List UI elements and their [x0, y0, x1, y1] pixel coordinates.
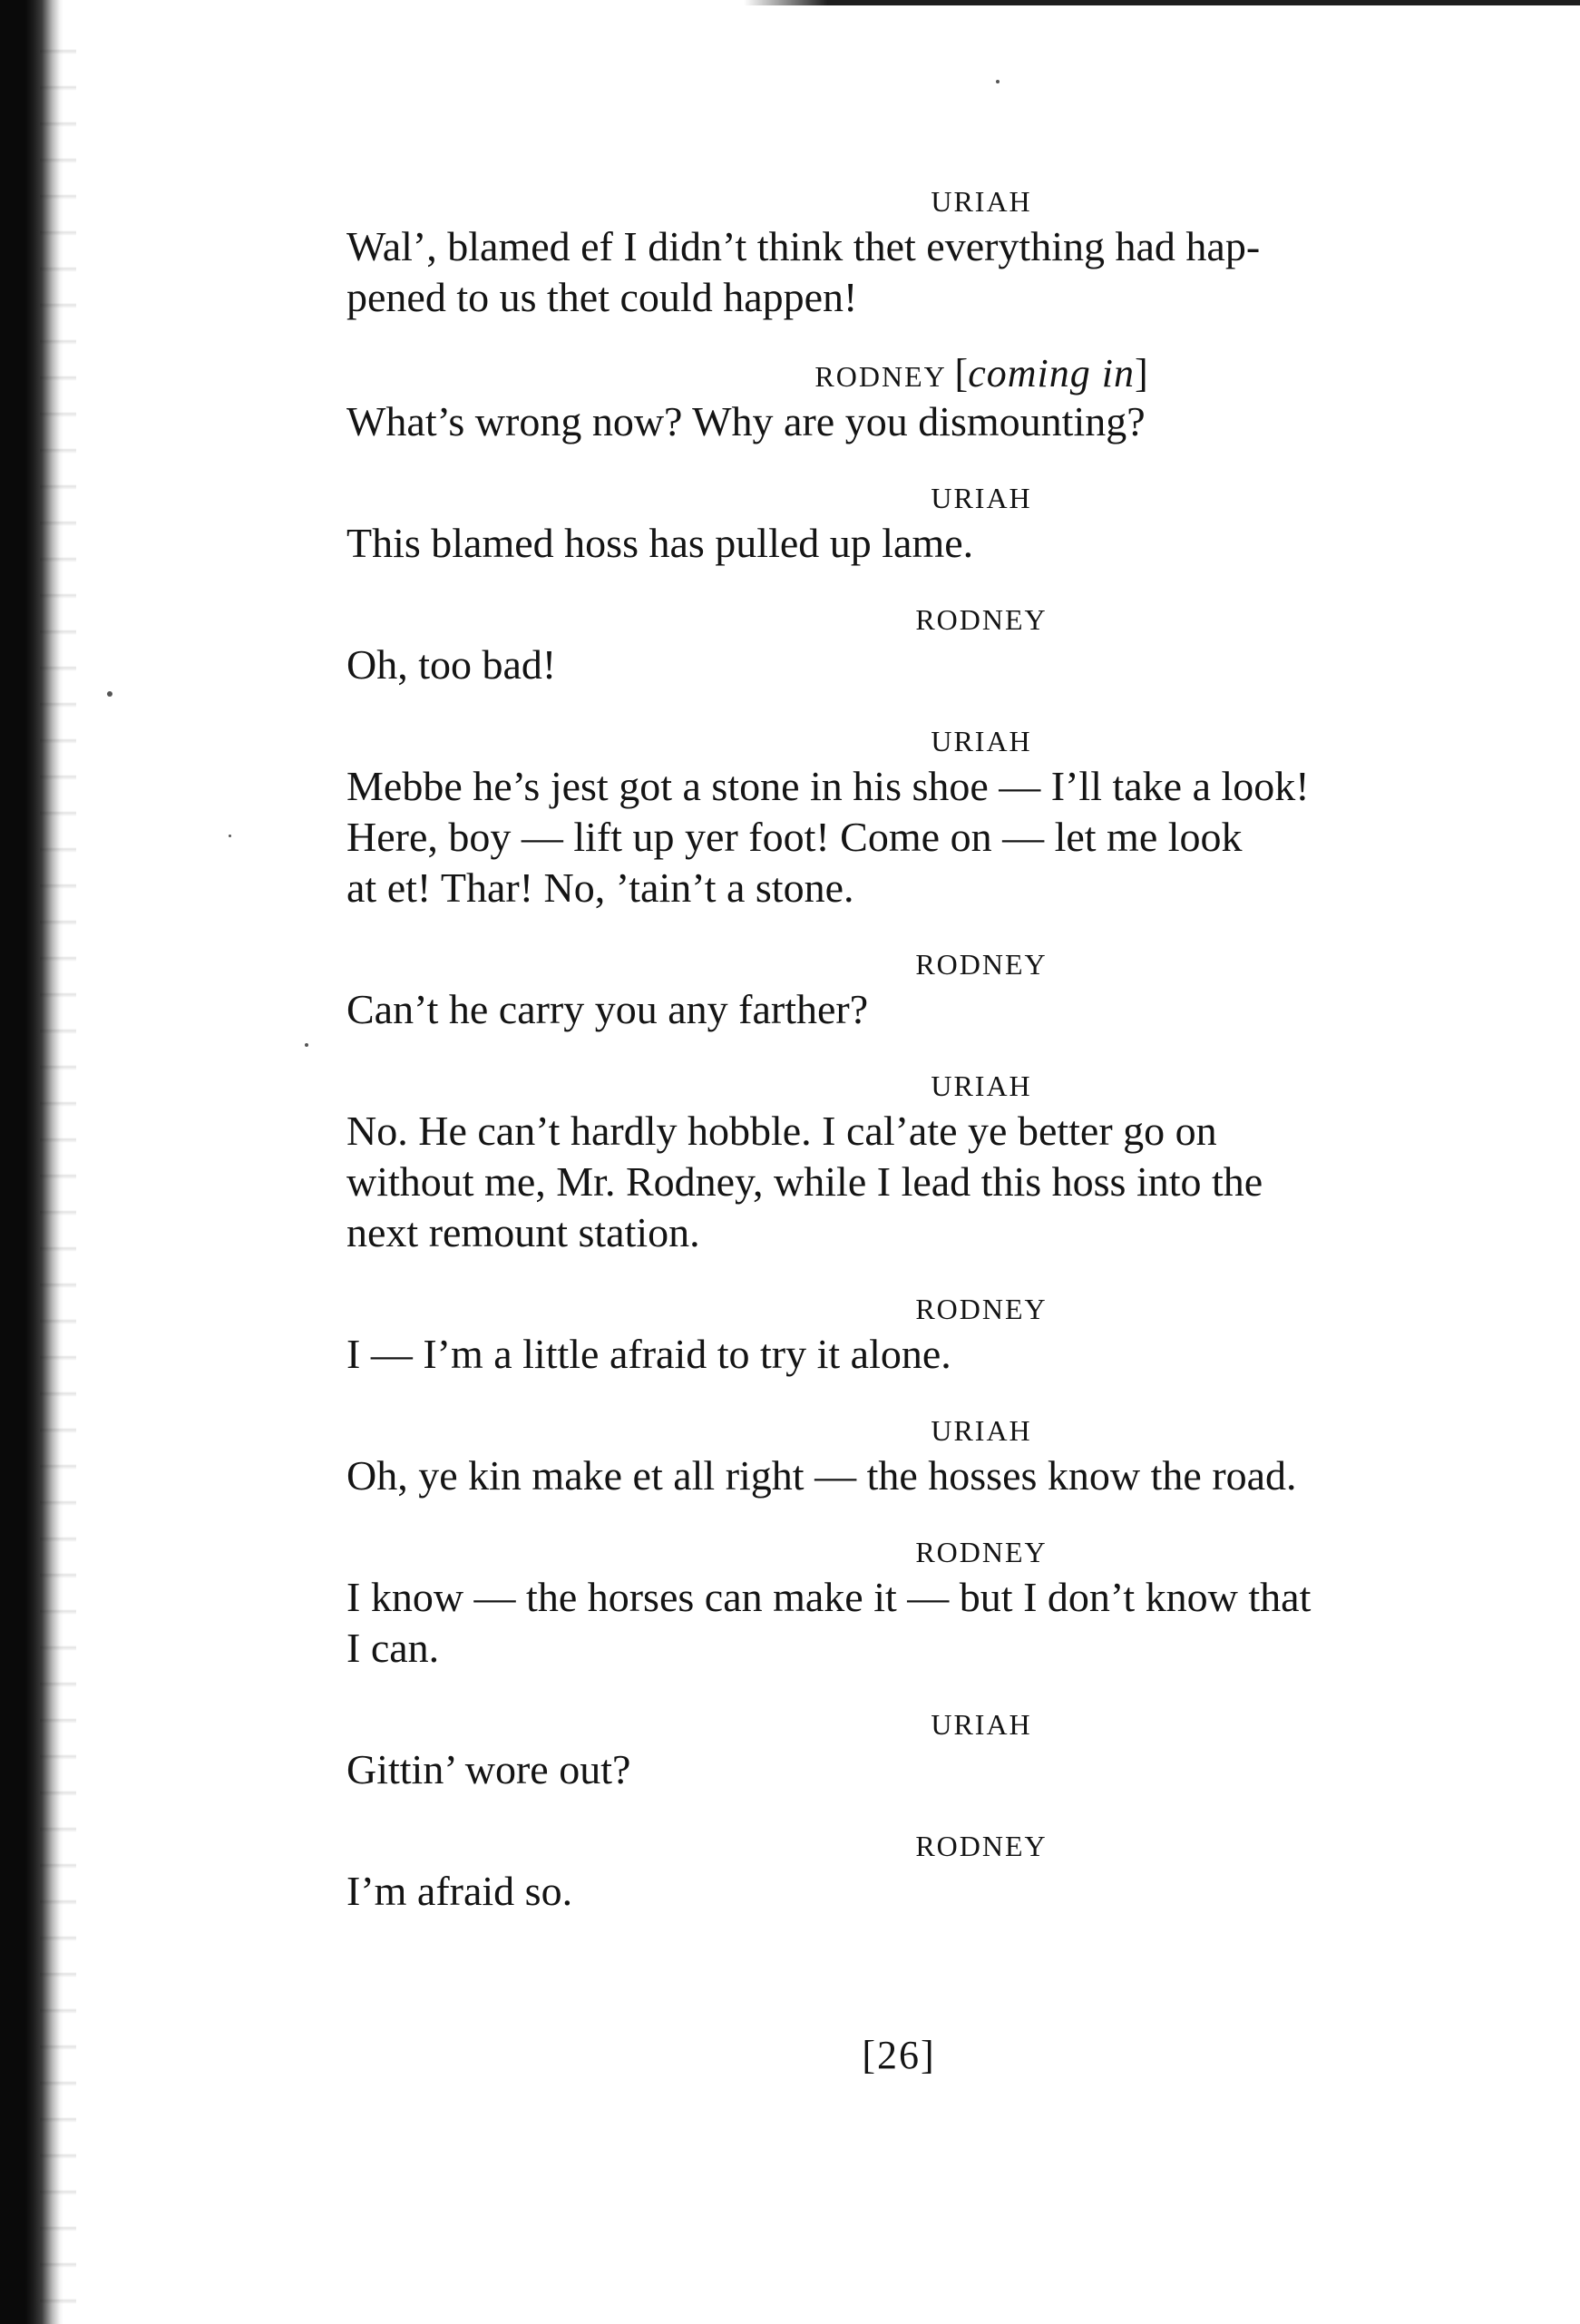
speech-uriah-4	[346, 1066, 1435, 1258]
speaker-name: RODNEY	[915, 603, 1048, 636]
speaker-name: URIAH	[931, 1414, 1032, 1447]
dialogue-line: I’m afraid so.	[346, 1868, 573, 1914]
speech-uriah-6	[346, 1704, 1435, 1795]
speaker-name: RODNEY	[814, 360, 946, 393]
binding-shadow	[40, 18, 76, 2304]
scan-speck	[229, 835, 231, 837]
scan-speck	[107, 691, 112, 697]
dialogue-line: Mebbe he’s jest got a stone in his shoe — I’ll take a look!	[346, 763, 1310, 809]
dialogue-line: without me, Mr. Rodney, while I lead this hoss into the	[346, 1158, 1263, 1205]
speech-uriah-2	[346, 478, 1435, 569]
speech-rodney-4	[346, 1289, 1435, 1380]
speaker-name: RODNEY	[915, 948, 1048, 981]
speaker-name: RODNEY	[915, 1293, 1048, 1325]
dialogue-line: I know — the horses can make it — but I don’t know that	[346, 1574, 1312, 1620]
dialogue-line: I can.	[346, 1625, 440, 1671]
dialogue-line: at et! Thar! No, ’tain’t a stone.	[346, 864, 854, 911]
speaker-name: URIAH	[931, 1069, 1032, 1102]
dialogue-line: This blamed hoss has pulled up lame.	[346, 520, 974, 566]
speaker-name: URIAH	[931, 725, 1032, 757]
speech-rodney-6	[346, 1826, 1435, 1917]
dialogue-line: No. He can’t hardly hobble. I cal’ate ye better go on	[346, 1108, 1217, 1154]
scan-speck	[996, 80, 1000, 83]
stage-direction: coming in	[968, 351, 1135, 395]
dialogue-line: Oh, too bad!	[346, 641, 557, 688]
speaker-heading: RODNEY [coming in]	[814, 351, 1148, 395]
dialogue-line: Wal’, blamed ef I didn’t think thet everything had hap-	[346, 223, 1261, 269]
dialogue-line: Gittin’ wore out?	[346, 1746, 631, 1792]
speech-uriah-1	[346, 181, 1435, 323]
dialogue-line: next remount station.	[346, 1209, 700, 1255]
speech-rodney-2	[346, 600, 1435, 690]
speaker-name: RODNEY	[915, 1830, 1048, 1862]
speech-uriah-3	[346, 721, 1435, 913]
speaker-name: URIAH	[931, 1708, 1032, 1741]
dialogue-line: I — I’m a little afraid to try it alone.	[346, 1331, 951, 1377]
speech-rodney-1	[346, 351, 1435, 447]
dialogue-block	[346, 181, 1435, 1917]
speaker-name: RODNEY	[915, 1536, 1048, 1568]
scan-speck	[305, 1043, 308, 1047]
speech-rodney-5	[346, 1532, 1435, 1674]
speech-uriah-5	[346, 1411, 1435, 1501]
dialogue-line: Here, boy — lift up yer foot! Come on — let me look	[346, 814, 1243, 860]
speech-rodney-3	[346, 944, 1435, 1035]
dialogue-line: Can’t he carry you any farther?	[346, 986, 869, 1032]
dialogue-line: Oh, ye kin make et all right — the hosses know the road.	[346, 1452, 1297, 1499]
top-edge-rule	[744, 0, 1580, 5]
dialogue-line: pened to us thet could happen!	[346, 274, 858, 320]
speaker-name: URIAH	[931, 185, 1032, 218]
dialogue-line: What’s wrong now? Why are you dismounting?	[346, 398, 1146, 444]
page-number: [26]	[862, 2033, 936, 2077]
speaker-name: URIAH	[931, 482, 1032, 514]
